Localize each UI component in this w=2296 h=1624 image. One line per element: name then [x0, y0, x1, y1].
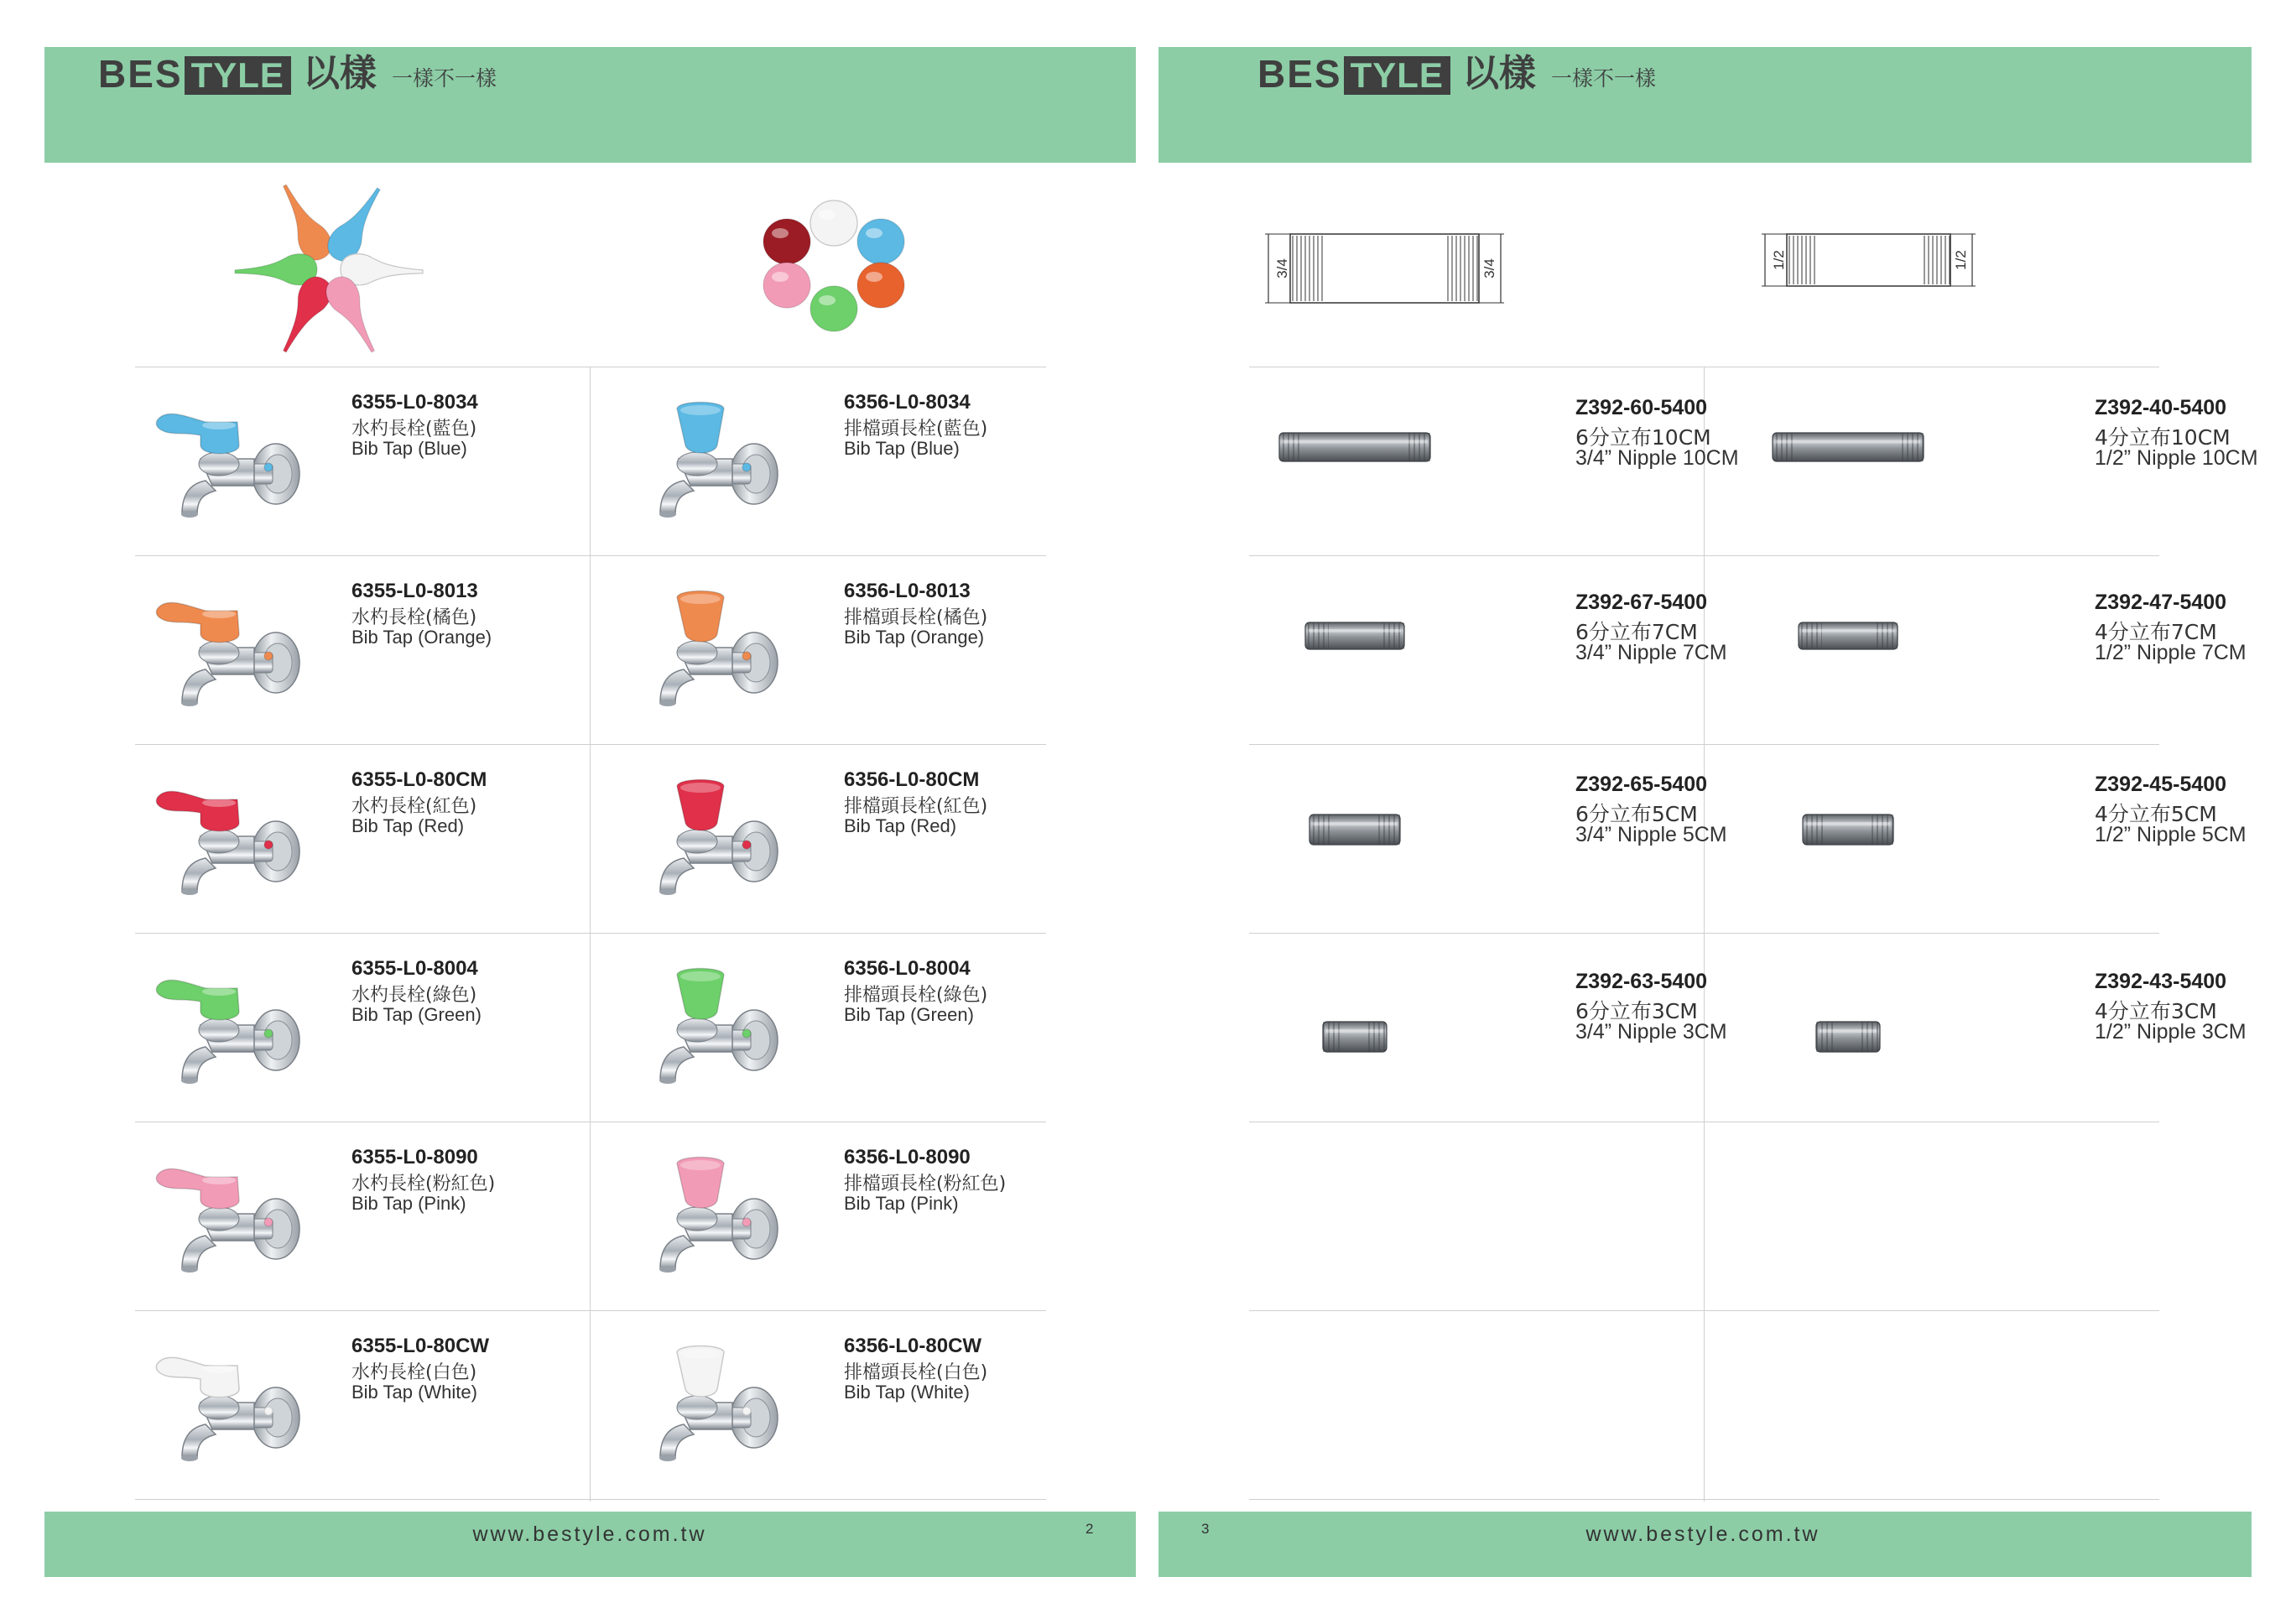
nipple-dimension-diagram-3-4	[1265, 222, 1504, 315]
product-cell	[135, 933, 590, 1122]
product-cell	[591, 933, 1045, 1122]
product-name-chinese: 水杓長栓(綠色)	[351, 985, 477, 1006]
knob-swatch-item	[810, 286, 857, 331]
product-code: 6356-L0-80CW	[844, 1335, 982, 1357]
product-name-chinese: 排檔頭長栓(綠色)	[844, 985, 988, 1006]
nipple-image	[1764, 611, 1932, 661]
product-name-chinese: 排檔頭長栓(粉紅色)	[844, 1174, 1007, 1195]
product-name-chinese: 6分立布7CM	[1575, 620, 1698, 644]
product-code: 6356-L0-8004	[844, 957, 971, 980]
product-code: 6355-L0-8013	[351, 580, 478, 602]
brand-latin-a: BES	[98, 52, 183, 96]
knob-swatch-item	[857, 219, 904, 264]
product-name-chinese: 水杓長栓(藍色)	[351, 419, 477, 440]
lever-swatch-item	[320, 272, 387, 359]
lever-swatch-item	[271, 272, 337, 359]
nipple-image	[1764, 804, 1932, 855]
product-name-english: 3/4” Nipple 3CM	[1575, 1020, 1727, 1044]
catalog-page-right	[1148, 0, 2296, 1624]
product-cell	[135, 555, 590, 744]
product-name-chinese: 排檔頭長栓(橘色)	[844, 607, 988, 628]
product-name-chinese: 6分立布10CM	[1575, 425, 1711, 450]
bib-tap-image	[152, 586, 311, 720]
product-code: Z392-65-5400	[1575, 773, 1708, 796]
product-code: Z392-40-5400	[2095, 396, 2227, 419]
brand-slogan: 一樣不一樣	[391, 66, 497, 91]
bib-tap-image	[630, 397, 789, 531]
product-name-chinese: 4分立布7CM	[2095, 620, 2217, 644]
product-name-english: Bib Tap (Red)	[351, 815, 465, 836]
product-code: Z392-45-5400	[2095, 773, 2227, 796]
product-name-english: Bib Tap (Green)	[844, 1004, 974, 1025]
bib-tap-image	[152, 774, 311, 908]
product-name-chinese: 水杓長栓(粉紅色)	[351, 1174, 496, 1195]
product-cell	[591, 744, 1045, 933]
product-name-english: Bib Tap (Green)	[351, 1004, 482, 1025]
product-code: 6356-L0-8090	[844, 1146, 971, 1169]
product-code: 6355-L0-80CW	[351, 1335, 490, 1357]
product-code: Z392-43-5400	[2095, 970, 2227, 993]
product-name-chinese: 排檔頭長栓(藍色)	[844, 419, 988, 440]
product-cell	[1249, 367, 1739, 555]
product-name-chinese: 6分立布5CM	[1575, 802, 1698, 826]
product-code: Z392-47-5400	[2095, 591, 2227, 614]
bib-tap-image	[152, 963, 311, 1097]
product-cell	[1705, 933, 2247, 1122]
page-number: 3	[1201, 1521, 1210, 1537]
product-cell	[591, 555, 1045, 744]
product-name-english: Bib Tap (Orange)	[351, 627, 492, 648]
knob-swatch-item	[810, 200, 857, 246]
product-name-english: Bib Tap (Pink)	[844, 1193, 959, 1214]
nipple-image	[1271, 611, 1439, 661]
bib-tap-image	[630, 774, 789, 908]
product-code: 6355-L0-8004	[351, 957, 478, 980]
footer-url[interactable]: www.bestyle.com.tw	[472, 1522, 707, 1546]
bib-tap-image	[630, 1152, 789, 1286]
product-name-english: 1/2” Nipple 5CM	[2095, 823, 2247, 846]
row-divider	[135, 1499, 1046, 1500]
product-name-english: Bib Tap (Pink)	[351, 1193, 466, 1214]
product-name-english: Bib Tap (Orange)	[844, 627, 985, 648]
nipple-image	[1271, 804, 1439, 855]
page-number: 2	[1086, 1521, 1094, 1537]
diagram-size-label: 1/2	[1771, 250, 1787, 270]
knob-swatch-item	[763, 219, 810, 264]
product-name-chinese: 水杓長栓(紅色)	[351, 796, 477, 817]
bib-tap-image	[152, 1152, 311, 1286]
product-name-chinese: 水杓長栓(白色)	[351, 1362, 477, 1383]
product-cell	[591, 1310, 1045, 1499]
product-name-chinese: 排檔頭長栓(白色)	[844, 1362, 988, 1383]
bib-tap-image	[630, 1340, 789, 1475]
product-name-english: Bib Tap (Blue)	[844, 438, 960, 459]
product-cell	[1705, 555, 2247, 744]
brand-logo	[1257, 53, 1656, 95]
brand-slogan: 一樣不一樣	[1550, 66, 1656, 91]
product-name-chinese: 4分立布3CM	[2095, 999, 2217, 1023]
product-cell	[1249, 744, 1727, 933]
nipple-image	[1764, 1012, 1932, 1062]
product-cell	[135, 744, 590, 933]
diagram-size-label: 1/2	[1953, 250, 1969, 270]
product-cell	[1705, 744, 2247, 933]
knob-swatch-item	[857, 263, 904, 308]
product-name-english: 3/4” Nipple 5CM	[1575, 823, 1727, 846]
bib-tap-image	[152, 397, 311, 531]
product-name-english: Bib Tap (Red)	[844, 815, 957, 836]
product-code: Z392-67-5400	[1575, 591, 1708, 614]
product-name-chinese: 6分立布3CM	[1575, 999, 1698, 1023]
product-cell	[135, 1310, 590, 1499]
diagram-size-label: 3/4	[1481, 258, 1497, 278]
nipple-image	[1271, 422, 1439, 472]
product-cell	[1249, 555, 1727, 744]
product-code: 6356-L0-8034	[844, 391, 971, 414]
product-code: 6355-L0-8090	[351, 1146, 478, 1169]
product-cell	[1249, 933, 1727, 1122]
product-name-chinese: 4分立布5CM	[2095, 802, 2217, 826]
lever-handle-color-swatch	[220, 172, 438, 365]
knob-handle-color-swatch	[755, 191, 914, 342]
product-name-english: 1/2” Nipple 10CM	[2095, 446, 2258, 470]
brand-chinese: 以樣	[302, 52, 377, 95]
product-cell	[135, 367, 590, 555]
diagram-size-label: 3/4	[1274, 258, 1290, 278]
product-name-english: Bib Tap (White)	[351, 1382, 477, 1403]
bib-tap-image	[152, 1340, 311, 1475]
product-code: Z392-60-5400	[1575, 396, 1708, 419]
product-name-english: 1/2” Nipple 7CM	[2095, 641, 2247, 664]
product-name-english: 1/2” Nipple 3CM	[2095, 1020, 2247, 1044]
bib-tap-image	[630, 586, 789, 720]
knob-swatch-item	[763, 263, 810, 308]
product-name-chinese: 4分立布10CM	[2095, 425, 2231, 450]
product-name-english: 3/4” Nipple 7CM	[1575, 641, 1727, 664]
nipple-image	[1271, 1012, 1439, 1062]
product-name-english: Bib Tap (White)	[844, 1382, 970, 1403]
product-code: 6355-L0-8034	[351, 391, 478, 414]
footer-url[interactable]: www.bestyle.com.tw	[1585, 1522, 1820, 1546]
bib-tap-image	[630, 963, 789, 1097]
product-cell	[135, 1122, 590, 1310]
product-cell	[591, 1122, 1045, 1310]
product-name-english: 3/4” Nipple 10CM	[1575, 446, 1739, 470]
product-code: Z392-63-5400	[1575, 970, 1708, 993]
nipple-dimension-diagram-1-2	[1762, 222, 1976, 298]
brand-latin-b: TYLE	[185, 56, 291, 95]
product-cell	[591, 367, 1045, 555]
brand-latin-b: TYLE	[1344, 56, 1450, 95]
product-code: 6356-L0-8013	[844, 580, 971, 602]
brand-logo	[98, 53, 497, 95]
brand-chinese: 以樣	[1461, 52, 1536, 95]
product-name-chinese: 水杓長栓(橘色)	[351, 607, 477, 628]
product-name-chinese: 排檔頭長栓(紅色)	[844, 796, 988, 817]
lever-swatch-item	[271, 178, 337, 265]
product-code: 6356-L0-80CM	[844, 768, 980, 791]
product-name-english: Bib Tap (Blue)	[351, 438, 467, 459]
product-cell	[1705, 367, 2258, 555]
product-code: 6355-L0-80CM	[351, 768, 487, 791]
nipple-image	[1764, 422, 1932, 472]
brand-latin-a: BES	[1257, 52, 1342, 96]
